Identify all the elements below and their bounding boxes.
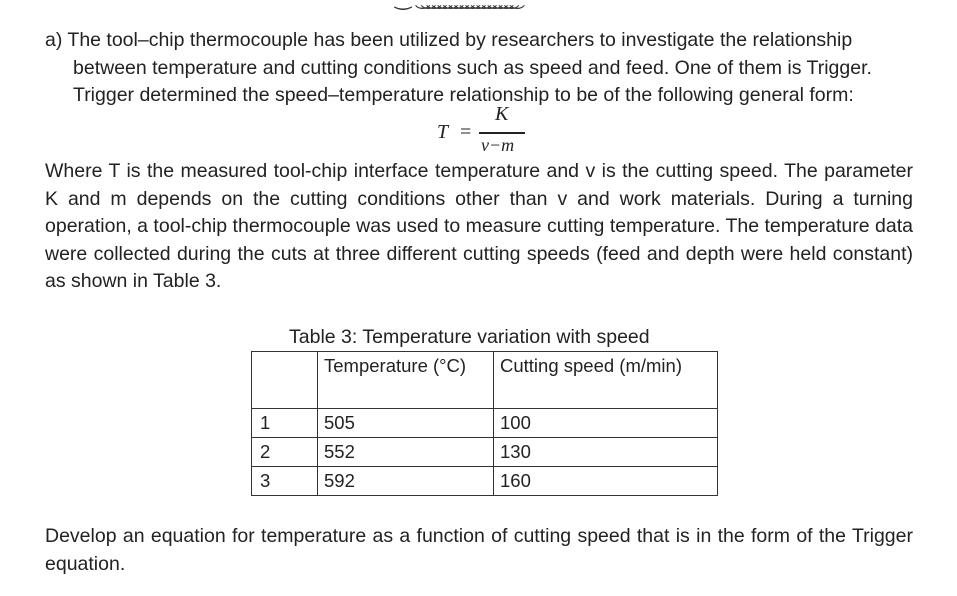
row-temperature: 592: [318, 467, 494, 496]
row-index: 2: [252, 438, 318, 467]
temperature-table: [251, 351, 718, 496]
table-row: [252, 409, 718, 438]
description-paragraph: Where T is the measured tool-chip interface temperature and v is the cutting speed. The parameter K and m depends on the cutting conditions other than v and work materials. During a turning operation, a tool-chip thermocouple was used to measure cutting temperature. The temperature data were collected during the cuts at three different cutting speeds (feed and depth were held constant) as shown in Table 3.: [45, 160, 913, 292]
table-caption: Table 3: Temperature variation with speed: [289, 326, 650, 348]
equation-equals: =: [460, 121, 472, 143]
fraction-bar: [479, 132, 525, 134]
row-temperature: 552: [318, 438, 494, 467]
row-speed: 160: [494, 467, 718, 496]
question-intro: [45, 27, 920, 110]
table-row: [252, 438, 718, 467]
clipped-heading-fragment: [0, 0, 957, 8]
header-cutting-speed: Cutting speed (m/min): [494, 352, 718, 409]
row-speed: 130: [494, 438, 718, 467]
question-line-3: Trigger determined the speed–temperature relationship to be of the following general form:: [73, 84, 854, 106]
task-paragraph: Develop an equation for temperature as a function of cutting speed that is in the form of the Trigger equation.: [45, 525, 913, 575]
header-index: [252, 352, 318, 409]
table-row: [252, 467, 718, 496]
equation-numerator: K: [495, 103, 509, 125]
header-temperature: Temperature (°C): [318, 352, 494, 409]
equation-lhs: T: [437, 121, 449, 143]
row-speed: 100: [494, 409, 718, 438]
question-line-2: between temperature and cutting conditions such as speed and feed. One of them is Trigger.: [73, 56, 872, 79]
equation-denominator: v−m: [481, 135, 515, 155]
row-index: 1: [252, 409, 318, 438]
row-index: 3: [252, 467, 318, 496]
question-line-1: a) The tool–chip thermocouple has been utilized by researchers to investigate the relationship: [45, 29, 853, 51]
table-header-row: [252, 352, 718, 409]
row-temperature: 505: [318, 409, 494, 438]
